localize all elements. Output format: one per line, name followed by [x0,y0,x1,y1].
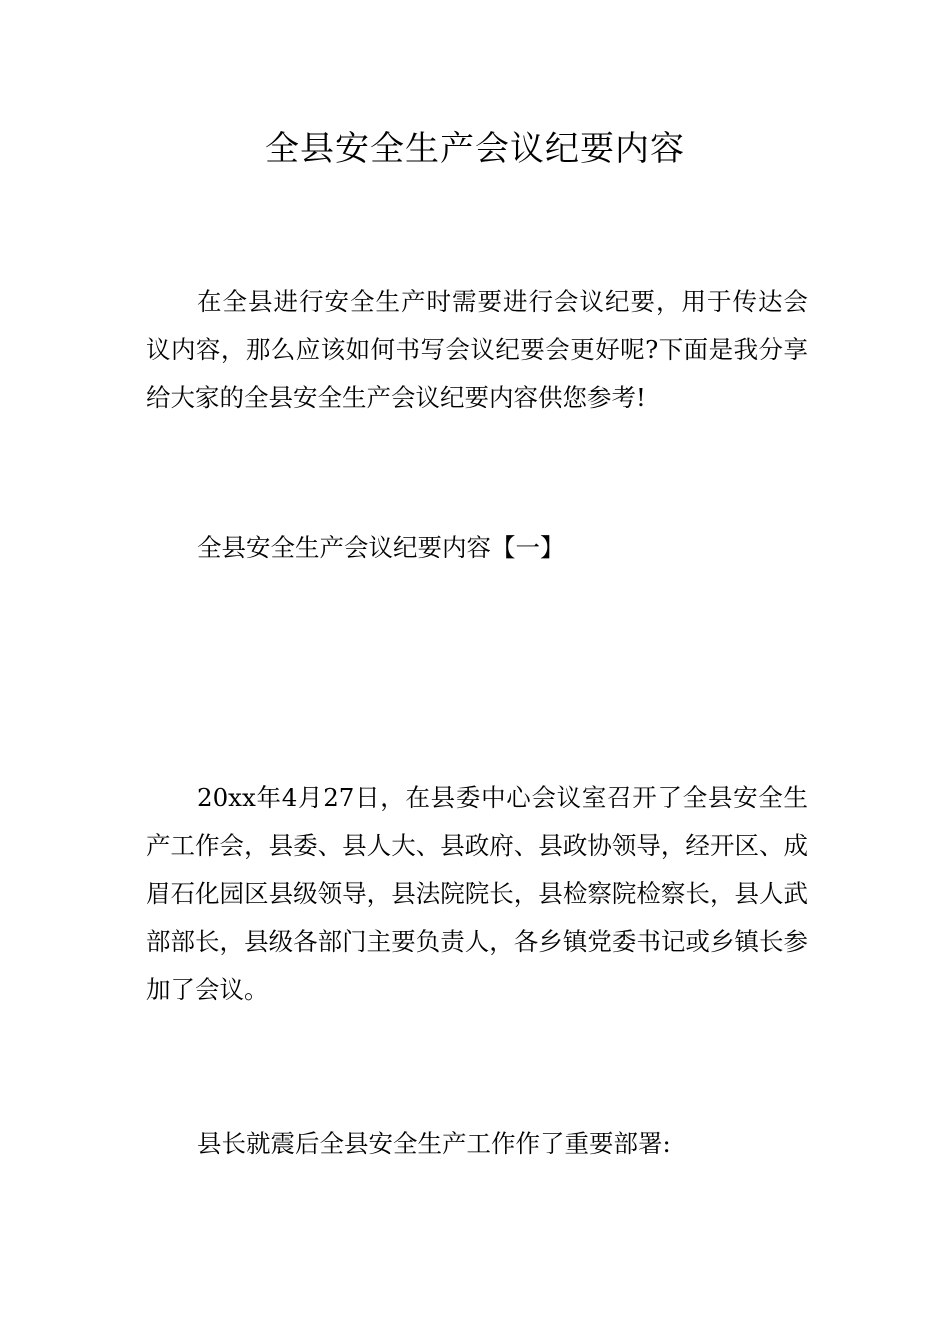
deployment-paragraph: 县长就震后全县安全生产工作作了重要部署: [197,1129,671,1158]
intro-paragraph: 在全县进行安全生产时需要进行会议纪要，用于传达会议内容，那么应该如何书写会议纪要会更好呢?下面是我分享给大家的全县安全生产会议纪要内容供您参考! [146,287,808,412]
document-title: 全县安全生产会议纪要内容 [265,129,685,169]
section-heading: 全县安全生产会议纪要内容【一】 [197,533,565,562]
meeting-paragraph: 20xx年4月27日，在县委中心会议室召开了全县安全生产工作会，县委、县人大、县政府、县政协领导，经开区、成眉石化园区县级领导，县法院院长，县检察院检察长，县人武部部长，县级各部门主要负责人，各乡镇党委书记或乡镇长参加了会议。 [146,783,808,1004]
